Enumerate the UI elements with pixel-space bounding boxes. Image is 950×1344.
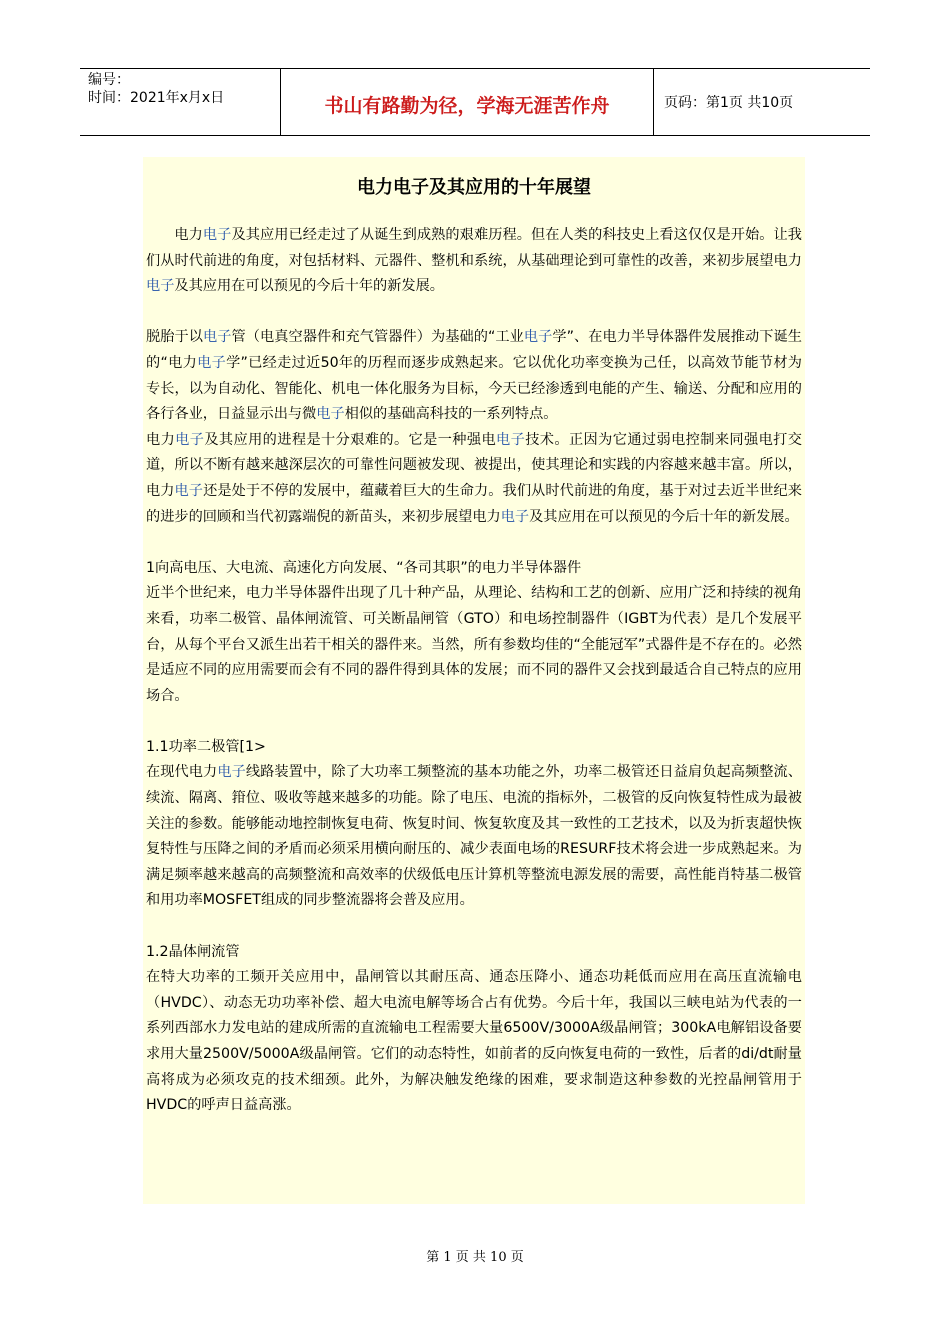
paragraph-p5 — [146, 760, 802, 914]
text-segment: 线路装置中，除了大功率工频整流的基本功能之外，功率二极管还日益肩负起高频整流、续流、隔离、箝位、吸收等越来越多的功能。除了电压、电流的指标外，二极管的反向恢复特性成为最被关注的参数。能够能动地控制恢复电荷、恢复时间、恢复软度及其一致性的工艺技术，以及为折衷超快恢复特性与压降之间的矛盾而必须采用横向耐压的、减少表面电场的RESURF技术将会进一步成熟起来。为满足频率越来越高的高频整流和高效率的伏级低电压计算机等整流电源发展的需要，高性能肖特基二极管和用功率MOSFET组成的同步整流器将会普及应用。 — [146, 764, 802, 909]
text-segment: 学”已经走过近50年的历程而逐步成熟起来。它以优化功率变换为己任，以高效节能节材为专长，以为自动化、智能化、机电一体化服务为目标，今天已经渗透到电能的产生、输送、分配和应用的各行各业，日益显示出与微 — [146, 354, 802, 423]
paragraph-p4 — [146, 581, 802, 709]
paragraph-p6 — [146, 965, 802, 1119]
text-segment: 电力 — [174, 227, 203, 243]
text-segment: 1向高电压、大电流、高速化方向发展、“各司其职”的电力半导体器件 — [146, 559, 582, 576]
keyword-link[interactable]: 电子 — [496, 431, 526, 448]
text-segment: 及其应用在可以预见的今后十年的新发展。 — [529, 508, 799, 525]
text-segment: 在现代电力 — [146, 764, 218, 781]
paragraph-p1 — [146, 223, 802, 300]
keyword-link[interactable]: 电子 — [500, 508, 530, 525]
text-segment: 电力 — [146, 431, 176, 448]
keyword-link[interactable]: 电子 — [175, 431, 205, 448]
text-segment: 相似的基础高科技的一系列特点。 — [344, 406, 558, 423]
paragraph-h3 — [146, 940, 802, 966]
text-segment: 及其应用已经走过了从诞生到成熟的艰难历程。但在人类的科技史上看这仅仅是开始。让我们从时代前进的角度，对包括材料、元器件、整机和系统，从基础理论到可靠性的改善，来初步展望电力 — [146, 227, 802, 269]
text-segment: 技术。正因为它通过弱电控制来同强电打交道，所以不断有越来越深层次的可靠性问题被发现、被提出，使其理论和实践的内容越来越丰富。所以，电力 — [146, 431, 802, 499]
paragraph-h1 — [146, 556, 802, 582]
document-number-label: 编号： — [88, 72, 130, 88]
keyword-link[interactable]: 电子 — [203, 329, 232, 346]
text-segment: 及其应用在可以预见的今后十年的新发展。 — [174, 278, 444, 295]
text-segment: 脱胎于以 — [146, 329, 203, 346]
text-segment: 1.1功率二极管[1> — [146, 738, 266, 755]
keyword-link[interactable]: 电子 — [197, 354, 227, 371]
keyword-link[interactable]: 电子 — [174, 482, 204, 499]
keyword-link[interactable]: 电子 — [523, 329, 553, 346]
keyword-link[interactable]: 电子 — [146, 278, 175, 295]
text-segment: 在特大功率的工频开关应用中，晶闸管以其耐压高、通态压降小、通态功耗低而应用在高压直流输电（HVDC）、动态无功功率补偿、超大电流电解等场合占有优势。今后十年，我国以三峡电站为代表的一系列西部水力发电站的建成所需的直流输电工程需要大量6500V/3000A级晶闸管；300kA电解铝设备要求用大量2500V/5000A级晶闸管。它们的动态特性，如前者的反向恢复电荷的一致性，后者的di/dt耐量高将成为必须攻克的技术细颈。此外，为解决触发绝缘的困难，要求制造这种参数的光控晶闸管用于HVDC的呼声日益高涨。 — [146, 969, 802, 1114]
document-date: 时间：2021年x月x日 — [88, 90, 225, 106]
page-header — [80, 68, 870, 136]
paragraph-p2 — [146, 325, 802, 427]
paragraph-h2 — [146, 735, 802, 761]
keyword-link[interactable]: 电子 — [316, 406, 345, 423]
document-body — [143, 157, 805, 1204]
keyword-link[interactable]: 电子 — [202, 227, 232, 243]
keyword-link[interactable]: 电子 — [217, 764, 246, 781]
header-meta — [80, 69, 280, 135]
page-footer: 第 1 页 共 10 页 — [426, 1250, 524, 1265]
text-segment: 学”、在电力半导体器件发展推动下诞生的“电力 — [146, 329, 802, 371]
header-page-info: 页码：第1页 共10页 — [664, 95, 794, 111]
text-segment: 管（电真空器件和充气管器件）为基础的“工业 — [231, 329, 524, 346]
text-segment: 及其应用的进程是十分艰难的。它是一种强电 — [204, 431, 497, 448]
text-segment: 近半个世纪来，电力半导体器件出现了几十种产品，从理论、结构和工艺的创新、应用广泛和持续的视角来看，功率二极管、晶体闸流管、可关断晶闸管（GTO）和电场控制器件（IGBT为代表）是几个发展平台，从每个平台又派生出若干相关的器件来。当然，所有参数均佳的“全能冠军”式器件是不存在的。必然是适应不同的应用需要而会有不同的器件得到具体的发展；而不同的器件又会找到最适合自己特点的应用场合。 — [146, 585, 802, 704]
text-segment: 还是处于不停的发展中，蕴藏着巨大的生命力。我们从时代前进的角度，基于对过去近半世纪来的进步的回顾和当代初露端倪的新苗头，来初步展望电力 — [146, 482, 802, 525]
header-motto: 书山有路勤为径，学海无涯苦作舟 — [280, 69, 654, 135]
text-segment: 1.2晶体闸流管 — [146, 943, 240, 960]
paragraph-container — [146, 223, 802, 1119]
paragraph-p3 — [146, 428, 802, 530]
document-title: 电力电子及其应用的十年展望 — [357, 177, 591, 198]
